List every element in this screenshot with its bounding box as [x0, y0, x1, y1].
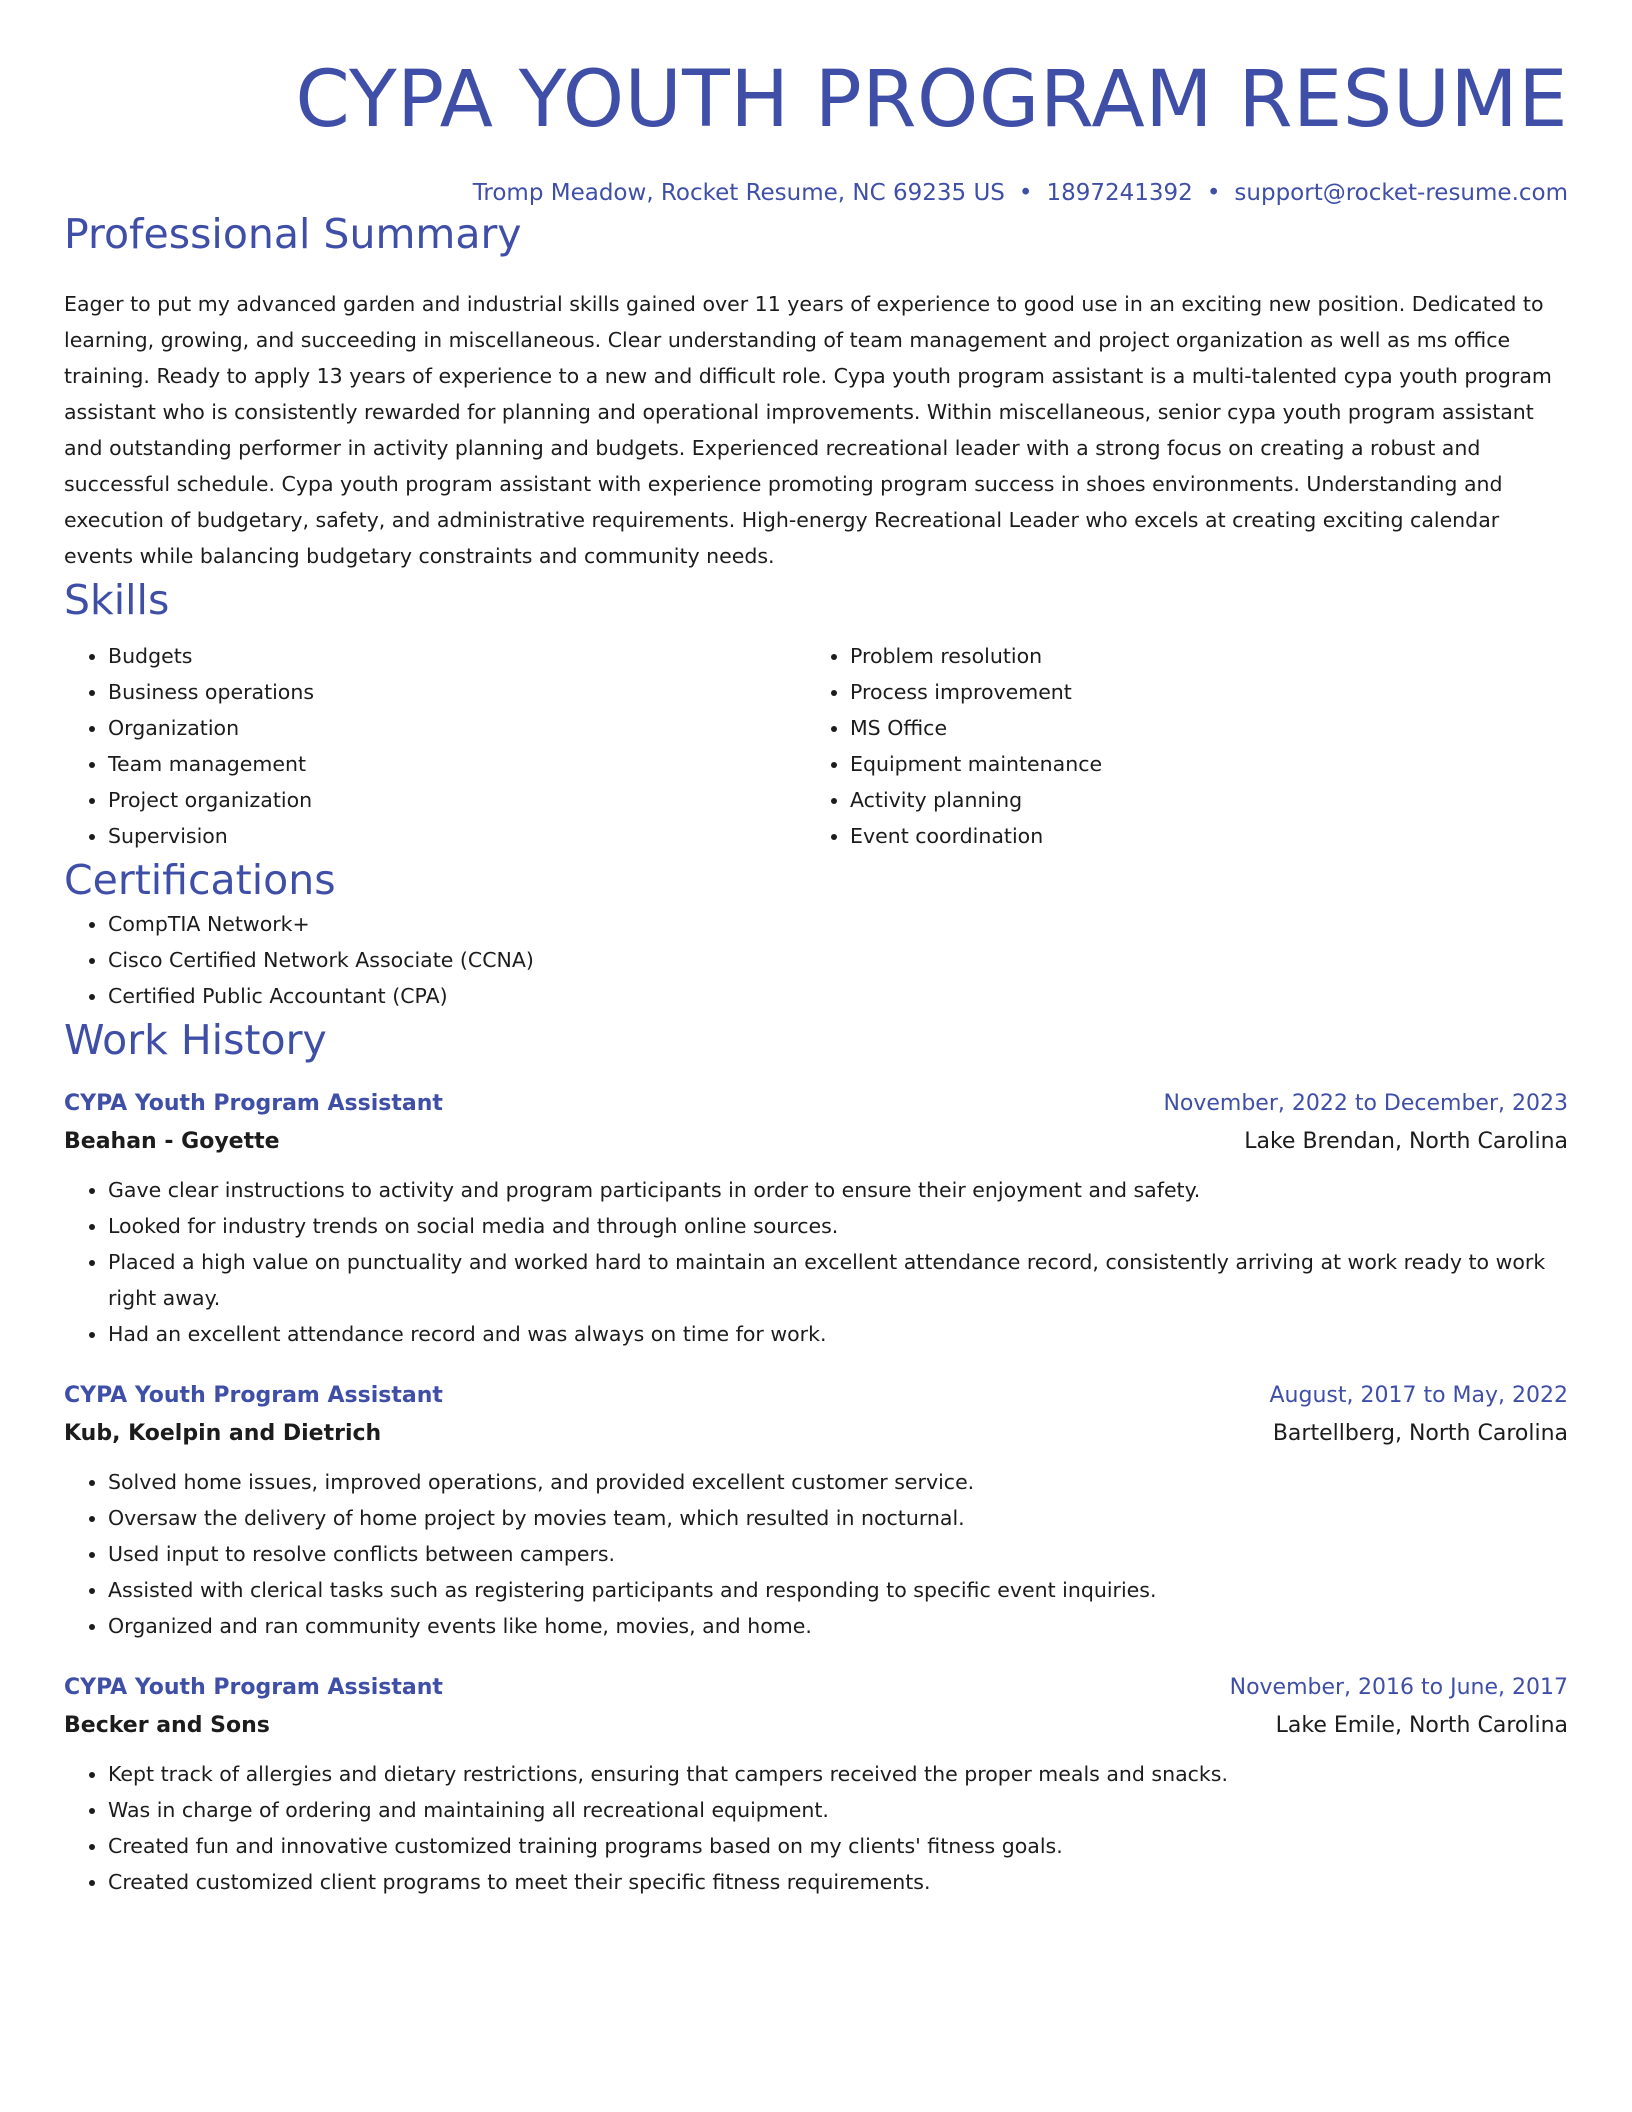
contact-line: [64, 178, 1568, 208]
skills-section: [64, 574, 1568, 854]
skills-list-left: [64, 638, 806, 854]
job-bullet: • Kept track of allergies and dietary restrictions, ensuring that campers received the proper meals and snacks.: [108, 1756, 1568, 1792]
skill-item: • Activity planning: [850, 782, 1548, 818]
job-bullet: • Assisted with clerical tasks such as registering participants and responding to specific event inquiries.: [108, 1572, 1568, 1608]
job-bullet: • Used input to resolve conflicts between campers.: [108, 1536, 1568, 1572]
job-company-row: [64, 1122, 1568, 1162]
job-bullet: • Organized and ran community events like home, movies, and home.: [108, 1608, 1568, 1644]
skill-item: • Budgets: [108, 638, 806, 674]
job-bullets: [64, 1756, 1568, 1900]
skill-item: • Problem resolution: [850, 638, 1548, 674]
job-bullets: [64, 1172, 1568, 1352]
work-history-heading: Work History: [64, 1016, 327, 1064]
job-location: Bartellberg, North Carolina: [1272, 1421, 1568, 1446]
job-bullet: • Gave clear instructions to activity and program participants in order to ensure their enjoyment and safety.: [108, 1172, 1568, 1208]
job-bullets: [64, 1464, 1568, 1644]
job-location: Lake Emile, North Carolina: [1275, 1713, 1568, 1738]
job-bullet: • Placed a high value on punctuality and worked hard to maintain an excellent attendance record, consistently arriving at work ready to work right away.: [108, 1244, 1568, 1316]
skill-item: • Process improvement: [850, 674, 1548, 710]
skill-item: • Team management: [108, 746, 806, 782]
contact-separator: •: [1206, 180, 1221, 206]
job-entry: [64, 1378, 1568, 1644]
job-role: CYPA Youth Program Assistant: [64, 1675, 443, 1700]
skill-item: • Business operations: [108, 674, 806, 710]
summary-heading: Professional Summary: [64, 210, 522, 258]
job-dates: November, 2016 to June, 2017: [1229, 1675, 1568, 1700]
certification-item: • Certified Public Accountant (CPA): [108, 978, 1568, 1014]
job-location: Lake Brendan, North Carolina: [1244, 1129, 1568, 1154]
job-role: CYPA Youth Program Assistant: [64, 1091, 443, 1116]
resume-title: CYPA YOUTH PROGRAM RESUME: [295, 55, 1568, 145]
skills-list-right: [806, 638, 1548, 854]
job-bullet: • Had an excellent attendance record and was always on time for work.: [108, 1316, 1568, 1352]
certification-item: • Cisco Certified Network Associate (CCNA): [108, 942, 1568, 978]
skills-column-right: [806, 638, 1548, 854]
skill-item: • Equipment maintenance: [850, 746, 1548, 782]
contact-address: Tromp Meadow, Rocket Resume, NC 69235 US: [472, 180, 1005, 206]
certifications-list: [64, 906, 1568, 1014]
job-bullet: • Oversaw the delivery of home project by movies team, which resulted in nocturnal.: [108, 1500, 1568, 1536]
skill-item: • Supervision: [108, 818, 806, 854]
skills-grid: [64, 638, 1568, 854]
job-company: Becker and Sons: [64, 1713, 270, 1738]
skill-item: • Project organization: [108, 782, 806, 818]
certifications-section: [64, 854, 1568, 1014]
certifications-heading: Certifications: [64, 856, 336, 904]
job-bullet: • Looked for industry trends on social media and through online sources.: [108, 1208, 1568, 1244]
job-entry: [64, 1086, 1568, 1352]
job-role: CYPA Youth Program Assistant: [64, 1383, 443, 1408]
skill-item: • Organization: [108, 710, 806, 746]
contact-email: support@rocket-resume.com: [1234, 180, 1568, 206]
skills-heading: Skills: [64, 576, 170, 624]
job-company-row: [64, 1706, 1568, 1746]
job-bullet: • Created fun and innovative customized training programs based on my clients' fitness goals.: [108, 1828, 1568, 1864]
skill-item: • Event coordination: [850, 818, 1548, 854]
job-bullet: • Was in charge of ordering and maintaining all recreational equipment.: [108, 1792, 1568, 1828]
skill-item: • MS Office: [850, 710, 1548, 746]
summary-text: Eager to put my advanced garden and industrial skills gained over 11 years of experience to good use in an exciting new position. Dedicated to learning, growing, and succeeding in miscellaneous. Clear understanding of team management and project organization as well as ms office training. Ready to apply 13 years of experience to a new and difficult role. Cypa youth program assistant is a multi-talented cypa youth program assistant who is consistently rewarded for planning and operational improvements. Within miscellaneous, senior cypa youth program assistant and outstanding performer in activity planning and budgets. Experienced recreational leader with a strong focus on creating a robust and successful schedule. Cypa youth program assistant with experience promoting program success in shoes environments. Understanding and execution of budgetary, safety, and administrative requirements. High-energy Recreational Leader who excels at creating exciting calendar events while balancing budgetary constraints and community needs.: [64, 292, 1552, 568]
job-title-row: [64, 1670, 1568, 1706]
job-dates: November, 2022 to December, 2023: [1163, 1091, 1568, 1116]
job-title-row: [64, 1086, 1568, 1122]
job-company: Beahan - Goyette: [64, 1129, 280, 1154]
job-entry: [64, 1670, 1568, 1900]
job-company: Kub, Koelpin and Dietrich: [64, 1421, 382, 1446]
contact-phone: 1897241392: [1046, 180, 1193, 206]
job-bullet: • Solved home issues, improved operations, and provided excellent customer service.: [108, 1464, 1568, 1500]
contact-separator: •: [1018, 180, 1033, 206]
job-dates: August, 2017 to May, 2022: [1269, 1383, 1568, 1408]
work-history-section: [64, 1014, 1568, 1900]
certification-item: • CompTIA Network+: [108, 906, 1568, 942]
resume-header: [64, 0, 1568, 208]
job-title-row: [64, 1378, 1568, 1414]
skills-column-left: [64, 638, 806, 854]
summary-section: [64, 208, 1568, 574]
job-bullet: • Created customized client programs to meet their specific fitness requirements.: [108, 1864, 1568, 1900]
job-company-row: [64, 1414, 1568, 1454]
